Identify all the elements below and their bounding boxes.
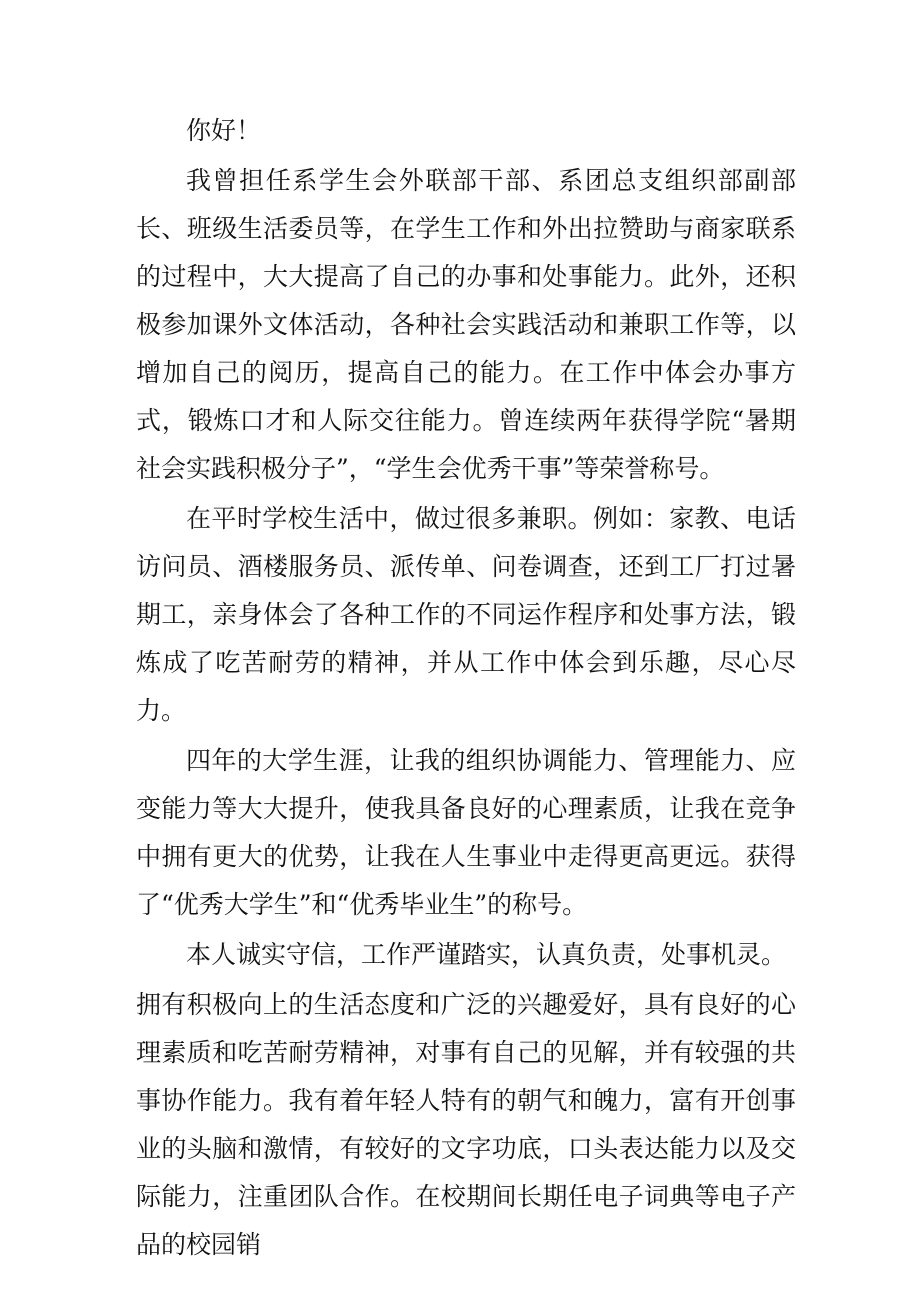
paragraph-part-time-jobs: 在平时学校生活中，做过很多兼职。例如：家教、电话访问员、酒楼服务员、派传单、问卷调查，还到工厂打过暑期工，亲身体会了各种工作的不同运作程序和处事方法，锻炼成了吃苦耐劳的精神，并从工作中体会到乐趣，尽心尽力。 bbox=[136, 504, 796, 725]
greeting: 你好！ bbox=[186, 116, 262, 145]
paragraph-university-growth: 四年的大学生涯，让我的组织协调能力、管理能力、应变能力等大大提升，使我具备良好的心理素质，让我在竞争中拥有更大的优势，让我在人生事业中走得更高更远。获得了“优秀大学生”和“优秀毕业生”的称号。 bbox=[136, 746, 796, 919]
document-body bbox=[136, 107, 796, 1269]
paragraph-personal-traits: 本人诚实守信，工作严谨踏实，认真负责，处事机灵。 bbox=[186, 940, 787, 969]
paragraph-attitude-abilities: 拥有积极向上的生活态度和广泛的兴趣爱好，具有良好的心理素质和吃苦耐劳精神，对事有自己的见解，并有较强的共事协作能力。我有着年轻人特有的朝气和魄力，富有开创事业的头脑和激情，有较好的文字功底，口头表达能力以及交际能力，注重团队合作。在校期间长期任电子词典等电子产品的校园销 bbox=[136, 990, 796, 1259]
paragraph-student-work: 我曾担任系学生会外联部干部、系团总支组织部副部长、班级生活委员等，在学生工作和外出拉赞助与商家联系的过程中，大大提高了自己的办事和处事能力。此外，还积极参加课外文体活动，各种社会实践活动和兼职工作等，以增加自己的阅历，提高自己的能力。在工作中体会办事方式，锻炼口才和人际交往能力。曾连续两年获得学院“暑期社会实践积极分子”，“学生会优秀干事”等荣誉称号。 bbox=[136, 166, 796, 483]
